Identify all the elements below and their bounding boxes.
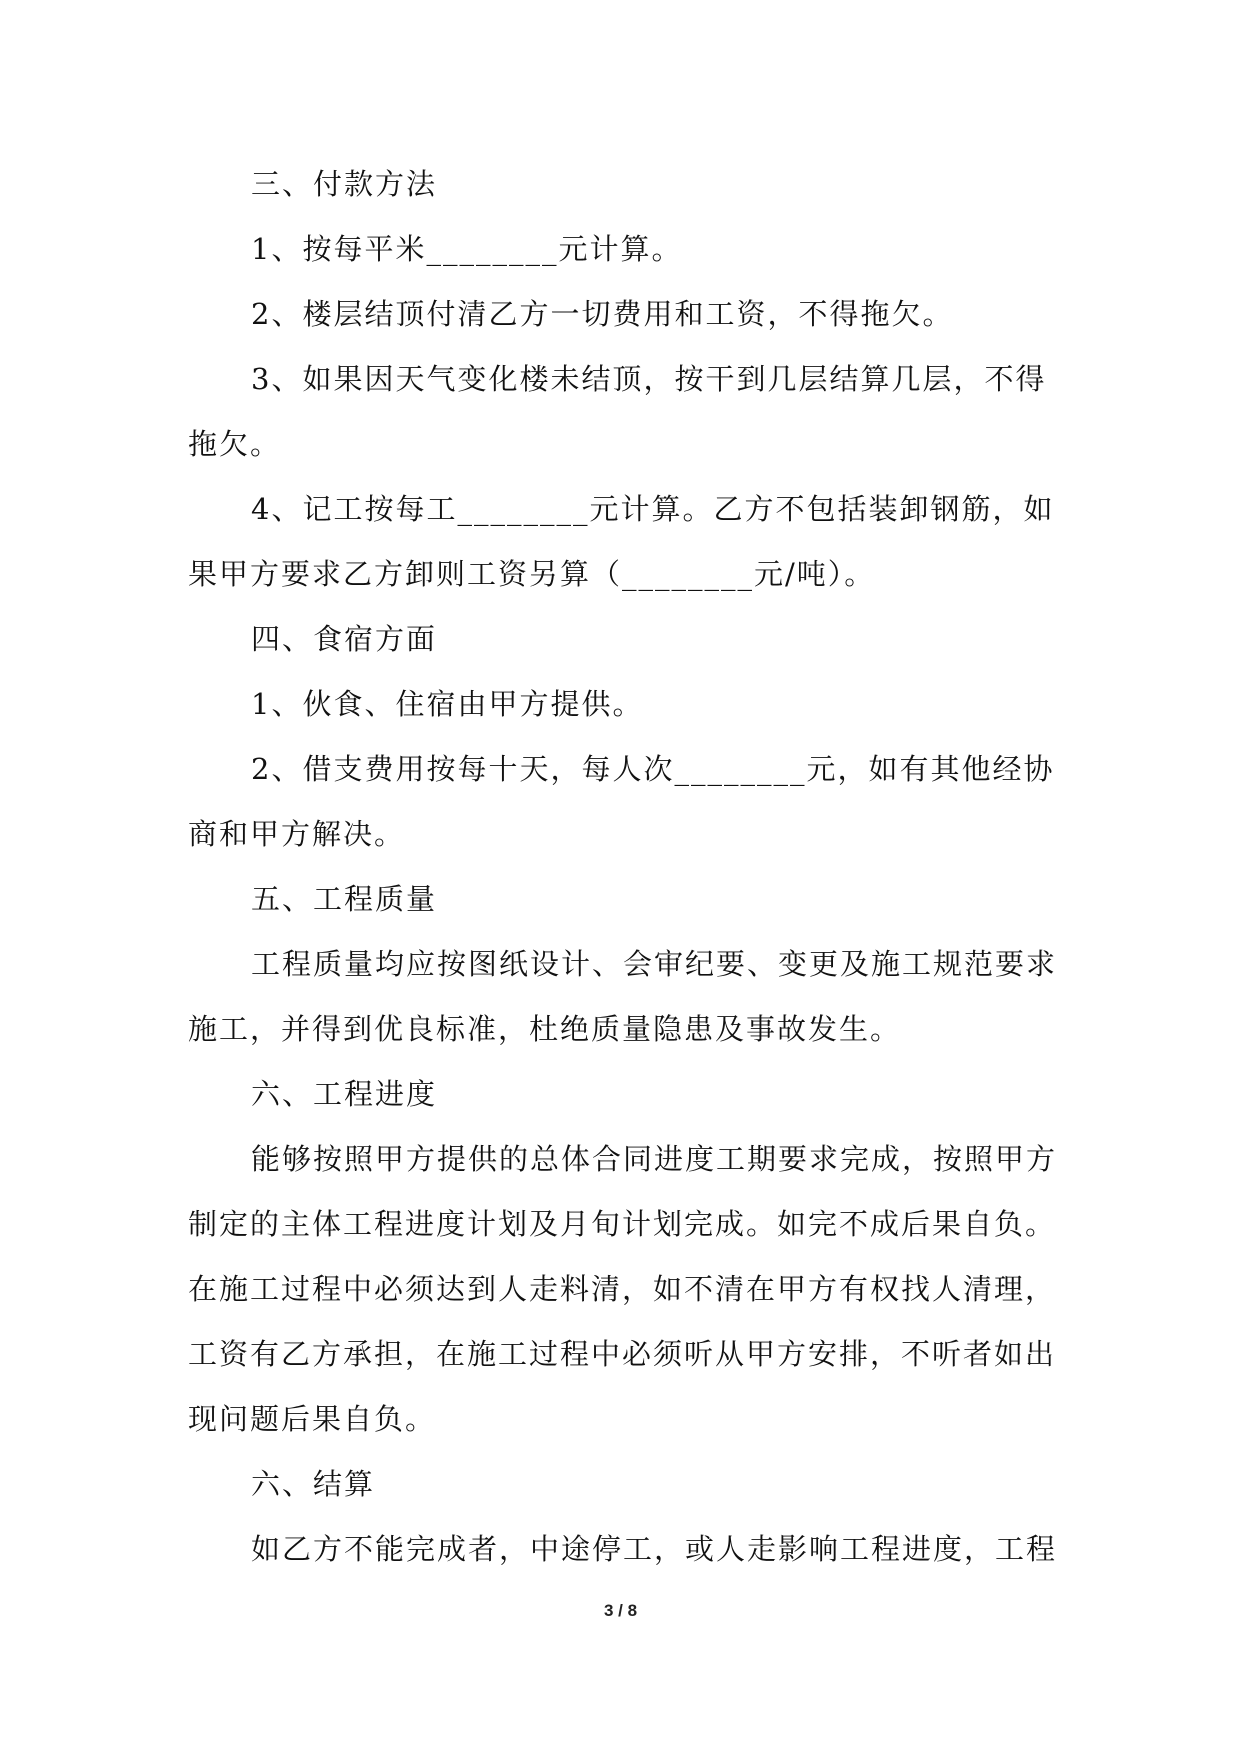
paragraph-payment-4: 4、记工按每工________元计算。乙方不包括装卸钢筋，如果甲方要求乙方卸则工资另算（________元/吨）。 [188, 492, 1055, 591]
paragraph-progress: 能够按照甲方提供的总体合同进度工期要求完成，按照甲方制定的主体工程进度计划及月旬计划完成。如完不成后果自负。在施工过程中必须达到人走料清，如不清在甲方有权找人清理，工资有乙方承担，在施工过程中必须听从甲方安排，不听者如出现问题后果自负。 [188, 1142, 1058, 1436]
section-heading-food-lodging: 四、食宿方面 [251, 622, 438, 656]
section-heading-payment: 三、付款方法 [251, 167, 438, 201]
paragraph-food-lodging-1: 1、伙食、住宿由甲方提供。 [251, 687, 644, 721]
document-body [188, 152, 1058, 1582]
paragraph-payment-2: 2、楼层结顶付清乙方一切费用和工资，不得拖欠。 [251, 297, 954, 331]
paragraph-quality: 工程质量均应按图纸设计、会审纪要、变更及施工规范要求施工，并得到优良标准，杜绝质量隐患及事故发生。 [188, 947, 1058, 1046]
paragraph-payment-1: 1、按每平米________元计算。 [251, 232, 683, 266]
paragraph-payment-3: 3、如果因天气变化楼未结顶，按干到几层结算几层，不得拖欠。 [188, 362, 1047, 461]
paragraph-food-lodging-2: 2、借支费用按每十天，每人次________元，如有其他经协商和甲方解决。 [188, 752, 1055, 851]
section-heading-quality: 五、工程质量 [251, 882, 438, 916]
section-heading-settlement: 六、结算 [251, 1467, 376, 1501]
section-heading-progress: 六、工程进度 [251, 1077, 438, 1111]
page-number: 3 / 8 [603, 1601, 638, 1620]
paragraph-settlement: 如乙方不能完成者，中途停工，或人走影响工程进度，工程 [251, 1532, 1058, 1566]
